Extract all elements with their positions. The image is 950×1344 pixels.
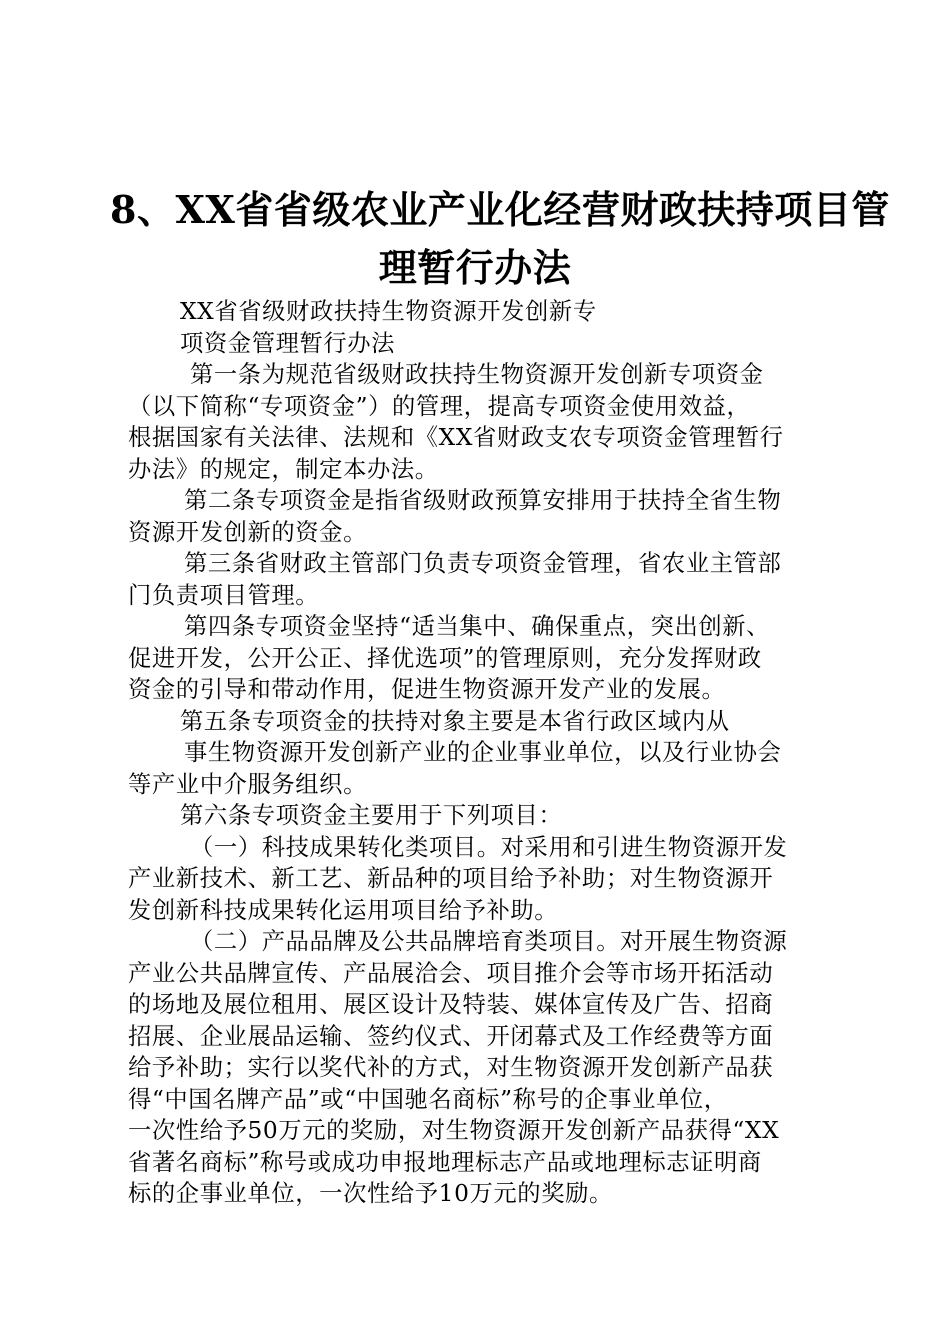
article-4-line-3: 资金的引导和带动作用，促进生物资源开发产业的发展。 (128, 676, 726, 703)
item-2-line-9: 标的企事业单位，一次性给予10万元的奖励。 (128, 1180, 613, 1207)
item-2-line-3: 的场地及展位租用、展区设计及特装、媒体宣传及广告、招商 (128, 991, 774, 1018)
article-6-line-1: 第六条专项资金主要用于下列项目： (180, 802, 563, 829)
item-2-line-1: （二）产品品牌及公共品牌培育类项目。对开展生物资源 (190, 928, 788, 955)
article-5-line-2: 事生物资源开发创新产业的企业事业单位，以及行业协会 (184, 739, 782, 766)
item-2-line-8: 省著名商标”称号或成功申报地理标志产品或地理标志证明商 (128, 1148, 762, 1176)
article-5-line-3: 等产业中介服务组织。 (128, 770, 367, 798)
subtitle-line-1: XX省省级财政扶持生物资源开发创新专 (180, 298, 597, 325)
article-4-line-2: 促进开发，公开公正、择优选项”的管理原则，充分发挥财政 (128, 644, 762, 672)
article-1-line-1: 第一条为规范省级财政扶持生物资源开发创新专项资金 (190, 361, 764, 388)
item-2-line-2: 产业公共品牌宣传、产品展洽会、项目推介会等市场开拓活动 (128, 959, 774, 987)
item-2-line-5: 给予补助；实行以奖代补的方式，对生物资源开发创新产品获 (128, 1054, 774, 1081)
article-2-line-2: 资源开发创新的资金。 (128, 518, 367, 546)
article-5-line-1: 第五条专项资金的扶持对象主要是本省行政区域内从 (180, 707, 730, 735)
item-1-line-2: 产业新技术、新工艺、新品种的项目给予补助；对生物资源开 (128, 865, 774, 892)
document-title-line-2: 理暂行办法 (378, 245, 572, 290)
item-2-line-4: 招展、企业展品运输、签约仪式、开闭幕式及工作经费等方面 (128, 1022, 774, 1050)
article-3-line-1: 第三条省财政主管部门负责专项资金管理，省农业主管部 (184, 550, 782, 577)
article-1-line-4: 办法》的规定，制定本办法。 (128, 455, 439, 483)
item-1-line-3: 发创新科技成果转化运用项目给予补助。 (128, 896, 559, 924)
item-2-line-7: 一次性给予50万元的奖励，对生物资源开发创新产品获得“XX (128, 1117, 780, 1144)
document-title-line-1: 8、XX省省级农业产业化经营财政扶持项目管 (110, 187, 890, 232)
item-2-line-6: 得“中国名牌产品”或“中国驰名商标”称号的企事业单位， (128, 1085, 728, 1113)
article-4-line-1: 第四条专项资金坚持“适当集中、确保重点，突出创新、 (184, 613, 771, 640)
item-1-line-1: （一）科技成果转化类项目。对采用和引进生物资源开发 (190, 833, 788, 861)
article-1-line-2: （以下简称“专项资金”）的管理，提高专项资金使用效益， (128, 392, 751, 420)
document-body (128, 296, 832, 1210)
subtitle-line-2: 项资金管理暂行办法 (180, 329, 396, 357)
article-1-line-3: 根据国家有关法律、法规和《XX省财政支农专项资金管理暂行 (128, 424, 784, 451)
article-3-line-2: 门负责项目管理。 (128, 581, 320, 609)
article-2-line-1: 第二条专项资金是指省级财政预算安排用于扶持全省生物 (184, 487, 782, 514)
